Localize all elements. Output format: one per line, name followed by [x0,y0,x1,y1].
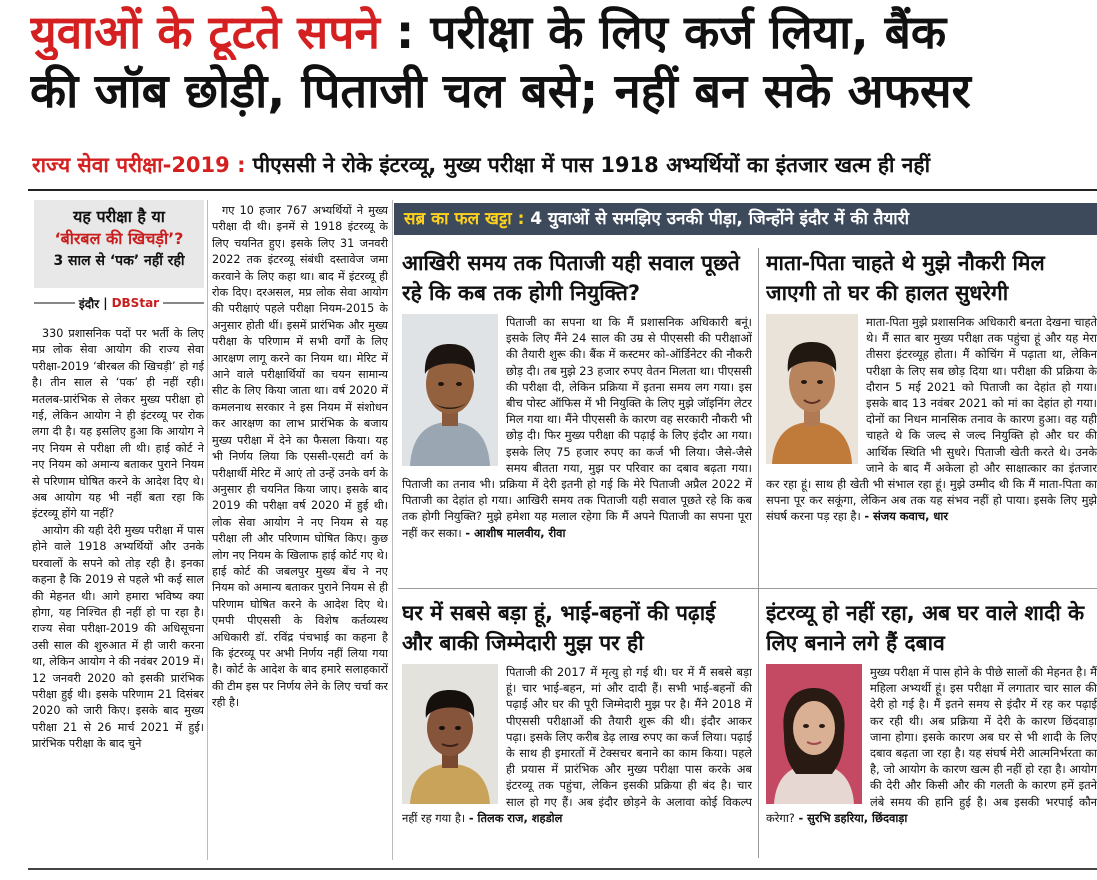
story-text: मुख्य परीक्षा में पास होने के पीछे सालों की मेहनत है। मैं महिला अभ्यर्थी हूं। इस परीक्षा में लगातार चार साल की देरी हो गई है। मैं इतने समय से इंदौर में रह कर पढ़ाई कर रही थी। अब प्रक्रिया में देरी के कारण छिंदवाड़ा जाना होगा। इसके कारण अब घर से भी शादी के लिए दबाव बढ़ता जा रहा है। यह संघर्ष मेरी आत्मनिर्भरता का है, जो आयोग के कारण खत्म ही नहीं हो रहा है। आयोग की देरी और किसी और की गलती के कारण हमें इतने लंबे समय की हानि हुई है। अब इसकी भरपाई कौन करेगा? [766,665,1097,825]
story-signature: - तिलक राज, शहडोल [468,810,563,825]
column-divider-2 [392,200,393,860]
article-paragraph: 330 प्रशासनिक पदों पर भर्ती के लिए मप्र लोक सेवा आयोग की राज्य सेवा परीक्षा-2019 ‘बीरबल की खिचड़ी’ हो गई है। तीन साल से ‘पक’ ही नहीं रही। मतलब-प्रारंभिक से लेकर मुख्य परीक्षा हो गई, लेकिन आयोग ने ही इंटरव्यू पर रोक लगा दी है। यह इसलिए हुआ कि आयोग ने नए नियम से परीक्षा ली थी। हाई कोर्ट ने नए नियम को अमान्य बताकर पुराने नियम से परिणाम घोषित करने के आदेश दिए थे। अब आयोग यह भी नहीं बता रहा कि इंटरव्यू होंगे या नहीं? [32,327,204,521]
dateline-city: इंदौर [78,296,100,311]
portrait-photo [402,314,498,466]
banner-text: 4 युवाओं से समझिए उनकी पीड़ा, जिन्होंने इंदौर में की तैयारी [524,209,910,229]
portrait-photo [766,664,862,804]
dateline-bar-right [163,302,204,304]
story-body [402,314,752,541]
dateline-sep: | [103,296,108,310]
story-card [402,598,752,868]
side-headline-box [34,200,204,288]
story-card [766,598,1097,868]
story-text: माता-पिता मुझे प्रशासनिक अधिकारी बनता देखना चाहते थे। मैं सात बार मुख्य परीक्षा तक पहुंचा हूं और यह मेरा तीसरा इंटरव्यूह होता। मैं कोचिंग में पढ़ाता था, लेकिन परीक्षा के लिए सब छोड़ दिया था। परीक्षा की प्रक्रिया के दौरान 5 मई 2021 को पिताजी का देहांत हो गया। इसके बाद 13 नवंबर 2021 को मां का देहांत हो गया। दोनों का निधन मानसिक तनाव के कारण हुआ। वह यही चाहते थे कि जल्द से जल्द नियुक्ति हो और घर की आर्थिक स्थिति भी सुधरे। पिताजी खेती करते थे। उनके जाने के बाद मैं अकेला हो और साक्षात्कार का इंतजार कर रहा हूं। साथ ही खेती भी संभाल रहा हूं। मुझे उम्मीद थी कि मैं माता-पिता का सपना पूर कर सकूंगा, लेकिन अब तक यह संभव नहीं हो पाया। इसके लिए मुझे संघर्ष करना पड़ रहा है। [766,315,1097,524]
story-signature: - आशीष मालवीय, रीवा [465,525,566,540]
story-signature: - सुरभि डहरिया, छिंदवाड़ा [798,810,908,825]
column-divider-1 [207,200,208,860]
banner-accent: सब्र का फल खट्टा : [404,209,525,229]
section-banner [394,203,1097,235]
side-headline-line-2: ‘बीरबल की खिचड़ी’? [54,229,184,248]
subheadline [32,150,1097,180]
dateline [34,294,204,312]
portrait-photo [766,314,858,464]
story-signature: - संजय कवाच, धार [864,509,948,524]
subheadline-red: राज्य सेवा परीक्षा-2019 : [32,153,246,177]
portrait-photo [402,664,498,804]
article-paragraph: गए 10 हजार 767 अभ्यर्थियों ने मुख्य परीक्षा दी थी। इनमें से 1918 इंटरव्यू के लिए चयनित हुए। इसके लिए 31 जनवरी 2022 तक इंटरव्यू संबंधी दस्तावेज जमा करवाने के लिए कहा था। बाद में इंटरव्यू ही रोक दिए। दरअसल, मप्र लोक सेवा आयोग की परीक्षाएं पहले परीक्षा नियम-2015 के अनुसार होती थीं। इसमें प्रारंभिक और मुख्य परीक्षा के परिणाम में सभी वर्गों के लिए आरक्षण लागू करने का नियम था। मेरिट में आने वाले परीक्षार्थियों का चयन सामान्य सीट के लिए किया जाता था। वर्ष 2020 में कमलनाथ सरकार ने इस नियम में संशोधन कर आरक्षण का लाभ प्रारंभिक के बजाय मुख्य परीक्षा में देने का फैसला किया। यह भी निर्णय लिया कि एससी-एसटी वर्ग के परीक्षार्थी मेरिट में आएं तो उन्हें उनके वर्ग के अनुसार ही चयनित किया जाए। इसके बाद 2019 की परीक्षा वर्ष 2020 में हुई थी। लोक सेवा आयोग ने नए नियम से यह परीक्षा ली और परिणाम घोषित किए। कुछ लोग नए नियम के खिलाफ हाई कोर्ट गए थे। हाई कोर्ट की जबलपुर मुख्य बेंच ने नए नियम को अमान्य बताकर पुराने नियम से ही परिणाम घोषित करने के आदेश दिए थे। एमपी पीएससी के विशेष कर्तव्यस्थ अधिकारी डॉ. रविंद्र पंचभाई का कहना है कि इंटरव्यू पर अभी निर्णय नहीं लिया गया है। कोर्ट के आदेश के बाद हमारे सलाहकारों की टीम इस पर निर्णय लेने के लिए चर्चा कर रही है। [212,204,388,710]
story-text: पिताजी का सपना था कि मैं प्रशासनिक अधिकारी बनूं। इसके लिए मैंने 24 साल की उम्र से पीएससी की परीक्षाओं की तैयारी शुरू की। बैंक में कस्टमर को-ऑर्डिनेटर की नौकरी छोड़ दी। तब मुझे 23 हजार रुपए वेतन मिलता था। पीएससी की परीक्षा दी, लेकिन प्रक्रिया में इतना समय लग गया। इस बीच पोस्ट ऑफिस में भी नियुक्ति के लिए मुझे जॉइनिंग लेटर मिल गया था। मैंने पीएससी के कारण वह सरकारी नौकरी भी छोड़ दी। फिर मुख्य परीक्षा की पढ़ाई के लिए इंदौर आ गया। इसके लिए 75 हजार रुपए का कर्ज भी लिया। जैसे-जैसे समय बीतता गया, मुझ पर परिवार का दबाव बढ़ता गया। पिताजी का तनाव भी। प्रक्रिया में देरी इतनी हो गई कि मेरे पिताजी अप्रैल 2022 में पिताजी का देहांत हो गया। आखिरी समय तक पिताजी यही सवाल पूछते रहे कि कब तक होगी नियुक्ति? मुझे हमेशा यह मलाल रहेगा कि मैं अपने पिताजी का सपना पूरा नहीं कर सका। [402,315,752,540]
dateline-brand: DBStar [111,296,160,310]
side-headline-line-1: यह परीक्षा है या [73,207,165,226]
headline-line-1 [30,4,1090,60]
top-rule [28,189,1097,191]
bottom-rule [28,868,1097,870]
story-headline: इंटरव्यू हो नहीं रहा, अब घर वाले शादी के लिए बनाने लगे हैं दबाव [766,601,1085,655]
subheadline-black: पीएससी ने रोके इंटरव्यू, मुख्य परीक्षा में पास 1918 अभ्यर्थियों का इंतजार खत्म ही नहीं [245,153,931,177]
main-article-column-1 [32,326,204,856]
side-headline-line-3: 3 साल से ‘पक’ नहीं रही [53,253,185,269]
story-card [402,248,752,580]
story-headline: आखिरी समय तक पिताजी यही सवाल पूछते रहे कि कब तक होगी नियुक्ति? [402,251,740,305]
story-headline: घर में सबसे बड़ा हूं, भाई-बहनों की पढ़ाई और बाकी जिम्मेदारी मुझ पर ही [402,601,716,655]
headline-black-part: : परीक्षा के लिए कर्ज लिया, बैंक [379,5,947,59]
headline-line-2: की जॉब छोड़ी, पिताजी चल बसे; नहीं बन सके अफसर [30,64,971,119]
dateline-bar-left [34,302,75,304]
story-card [766,248,1097,580]
story-divider-vertical [758,248,759,858]
story-divider-horizontal [398,588,1097,589]
story-text: पिताजी की 2017 में मृत्यु हो गई थी। घर में मैं सबसे बड़ा हूं। चार भाई-बहन, मां और दादी हैं। सभी भाई-बहनों की पढ़ाई और घर की पूरी जिम्मेदारी मुझ पर है। मैंने 2018 में पीएससी परीक्षाओं की तैयारी शुरू की थी। इंदौर आकर पढ़ा। इसके लिए करीब डेढ़ लाख रुपए का कर्ज लिया। पढ़ाई के साथ ही इमारतों में टेक्सचर बनाने का काम किया। पहले ही प्रयास में प्रारंभिक और मुख्य परीक्षा पास करके अब इंटरव्यू तक पहुंचा, लेकिन इसकी प्रक्रिया ही बंद है। चार साल हो गए हैं। अब इंदौर छोड़ने के अलावा कोई विकल्प नहीं रह गया है। [402,665,752,825]
article-paragraph: आयोग की यही देरी मुख्य परीक्षा में पास होने वाले 1918 अभ्यर्थियों और उनके घरवालों के सपने को तोड़ रही है। इनका कहना है कि 2019 से पहले भी कई साल की मेहनत थी। आगे हमारा भविष्य क्या होगा, यह निश्चित ही नहीं हो पा रहा है। राज्य सेवा परीक्षा-2019 की अधिसूचना उसी साल की शुरुआत में ही जारी करना था, लेकिन आयोग ने की नवंबर 2019 में। 12 जनवरी 2020 को इसकी प्रारंभिक परीक्षा हुई थी। इसके परिणाम 21 दिसंबर 2020 को जारी किए। इसके बाद मुख्य परीक्षा 21 से 26 मार्च 2021 में हुई। प्रारंभिक परीक्षा के बाद चुने [32,523,204,751]
story-body [766,664,1097,826]
story-body [766,314,1097,525]
headline-red-part: युवाओं के टूटते सपने [30,5,380,59]
story-headline: माता-पिता चाहते थे मुझे नौकरी मिल जाएगी तो घर की हालत सुधरेगी [766,251,1045,305]
main-article-column-2 [212,203,388,858]
story-body [402,664,752,826]
